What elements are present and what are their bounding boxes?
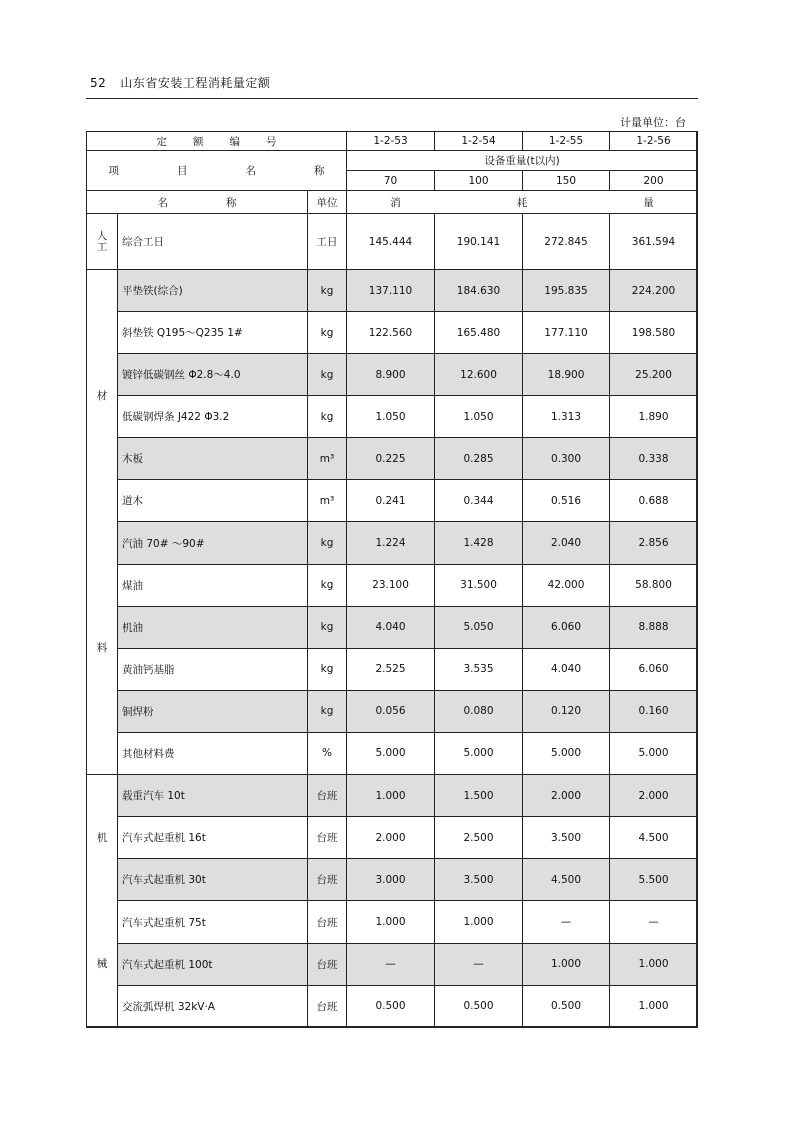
materials-item-value: 1.428 bbox=[435, 522, 523, 564]
machinery-item-value: — bbox=[610, 901, 698, 943]
machinery-item-name: 汽车式起重机 100t bbox=[118, 943, 308, 985]
category-materials: 材 料 bbox=[87, 270, 118, 775]
machinery-item-name: 汽车式起重机 30t bbox=[118, 859, 308, 901]
materials-item-unit: kg bbox=[308, 270, 347, 312]
materials-row bbox=[87, 648, 698, 690]
materials-item-value: 6.060 bbox=[610, 648, 698, 690]
materials-item-value: 5.000 bbox=[523, 732, 610, 774]
materials-item-unit: kg bbox=[308, 606, 347, 648]
labor-unit: 工日 bbox=[308, 214, 347, 270]
machinery-item-value: 3.000 bbox=[347, 859, 435, 901]
materials-item-value: 25.200 bbox=[610, 354, 698, 396]
row-group bbox=[87, 151, 698, 171]
materials-item-value: 0.338 bbox=[610, 438, 698, 480]
materials-item-value: 0.516 bbox=[523, 480, 610, 522]
col-unit-header: 单位 bbox=[308, 191, 347, 214]
row-quota-no bbox=[87, 132, 698, 151]
materials-item-value: 0.300 bbox=[523, 438, 610, 480]
machinery-row bbox=[87, 859, 698, 901]
machinery-item-value: 1.500 bbox=[435, 775, 523, 817]
materials-item-value: 5.050 bbox=[435, 606, 523, 648]
materials-item-name: 镀锌低碳钢丝 Φ2.8～4.0 bbox=[118, 354, 308, 396]
materials-item-value: 0.225 bbox=[347, 438, 435, 480]
materials-row bbox=[87, 438, 698, 480]
machinery-item-value: 1.000 bbox=[347, 775, 435, 817]
quota-code: 1-2-56 bbox=[610, 132, 698, 151]
materials-item-value: 184.630 bbox=[435, 270, 523, 312]
materials-item-value: 224.200 bbox=[610, 270, 698, 312]
materials-item-value: 1.313 bbox=[523, 396, 610, 438]
machinery-row bbox=[87, 775, 698, 817]
materials-item-name: 其他材料费 bbox=[118, 732, 308, 774]
materials-item-value: 0.344 bbox=[435, 480, 523, 522]
materials-item-value: 18.900 bbox=[523, 354, 610, 396]
materials-item-value: 0.160 bbox=[610, 690, 698, 732]
materials-item-unit: % bbox=[308, 732, 347, 774]
materials-item-value: 0.285 bbox=[435, 438, 523, 480]
machinery-row bbox=[87, 817, 698, 859]
machinery-item-unit: 台班 bbox=[308, 775, 347, 817]
machinery-item-value: 1.000 bbox=[610, 943, 698, 985]
materials-item-value: 1.050 bbox=[435, 396, 523, 438]
machinery-item-value: 0.500 bbox=[347, 985, 435, 1027]
materials-item-name: 平垫铁(综合) bbox=[118, 270, 308, 312]
materials-item-name: 斜垫铁 Q195～Q235 1# bbox=[118, 312, 308, 354]
machinery-item-value: 2.000 bbox=[610, 775, 698, 817]
materials-item-value: 0.120 bbox=[523, 690, 610, 732]
machinery-item-unit: 台班 bbox=[308, 859, 347, 901]
labor-value: 145.444 bbox=[347, 214, 435, 270]
unit-label: 计量单位：台 bbox=[620, 116, 686, 129]
materials-row bbox=[87, 312, 698, 354]
machinery-item-value: 4.500 bbox=[523, 859, 610, 901]
machinery-item-value: 2.500 bbox=[435, 817, 523, 859]
materials-item-unit: m³ bbox=[308, 480, 347, 522]
machinery-row bbox=[87, 943, 698, 985]
materials-item-value: 5.000 bbox=[435, 732, 523, 774]
materials-item-unit: kg bbox=[308, 312, 347, 354]
materials-row bbox=[87, 606, 698, 648]
category-labor: 人 工 bbox=[87, 214, 118, 270]
materials-item-value: 177.110 bbox=[523, 312, 610, 354]
header-rule bbox=[86, 98, 698, 99]
machinery-item-value: 1.000 bbox=[610, 985, 698, 1027]
materials-item-value: 0.241 bbox=[347, 480, 435, 522]
materials-item-name: 低碳钢焊条 J422 Φ3.2 bbox=[118, 396, 308, 438]
machinery-item-value: — bbox=[523, 901, 610, 943]
materials-item-value: 1.050 bbox=[347, 396, 435, 438]
materials-item-value: 5.000 bbox=[347, 732, 435, 774]
machinery-item-value: 3.500 bbox=[523, 817, 610, 859]
quota-code: 1-2-54 bbox=[435, 132, 523, 151]
materials-item-unit: kg bbox=[308, 522, 347, 564]
page-header bbox=[90, 74, 270, 91]
machinery-item-value: — bbox=[435, 943, 523, 985]
materials-item-value: 5.000 bbox=[610, 732, 698, 774]
machinery-item-unit: 台班 bbox=[308, 817, 347, 859]
materials-item-unit: kg bbox=[308, 564, 347, 606]
consumption-header: 消 耗 量 bbox=[347, 191, 698, 214]
machinery-item-name: 汽车式起重机 75t bbox=[118, 901, 308, 943]
materials-row bbox=[87, 270, 698, 312]
quota-code: 1-2-55 bbox=[523, 132, 610, 151]
machinery-item-value: 4.500 bbox=[610, 817, 698, 859]
materials-item-value: 1.890 bbox=[610, 396, 698, 438]
machinery-item-value: 0.500 bbox=[435, 985, 523, 1027]
page-number: 52 bbox=[90, 76, 107, 90]
materials-item-unit: kg bbox=[308, 690, 347, 732]
machinery-item-value: 1.000 bbox=[347, 901, 435, 943]
machinery-item-unit: 台班 bbox=[308, 943, 347, 985]
labor-name: 综合工日 bbox=[118, 214, 308, 270]
machinery-item-value: 5.500 bbox=[610, 859, 698, 901]
materials-item-unit: kg bbox=[308, 354, 347, 396]
materials-item-value: 198.580 bbox=[610, 312, 698, 354]
materials-item-value: 8.900 bbox=[347, 354, 435, 396]
labor-row bbox=[87, 214, 698, 270]
machinery-item-value: — bbox=[347, 943, 435, 985]
machinery-item-value: 3.500 bbox=[435, 859, 523, 901]
category-machinery: 机 械 bbox=[87, 775, 118, 1028]
item-name-label: 项 目 名 称 bbox=[87, 151, 347, 191]
materials-item-name: 木板 bbox=[118, 438, 308, 480]
materials-item-value: 4.040 bbox=[523, 648, 610, 690]
materials-item-value: 2.525 bbox=[347, 648, 435, 690]
machinery-item-name: 汽车式起重机 16t bbox=[118, 817, 308, 859]
materials-item-value: 2.856 bbox=[610, 522, 698, 564]
machinery-row bbox=[87, 985, 698, 1027]
weight-value: 100 bbox=[435, 171, 523, 191]
machinery-item-name: 交流弧焊机 32kV·A bbox=[118, 985, 308, 1027]
materials-item-unit: kg bbox=[308, 648, 347, 690]
materials-item-value: 122.560 bbox=[347, 312, 435, 354]
materials-item-value: 8.888 bbox=[610, 606, 698, 648]
quota-code: 1-2-53 bbox=[347, 132, 435, 151]
materials-row bbox=[87, 354, 698, 396]
labor-value: 361.594 bbox=[610, 214, 698, 270]
weight-value: 200 bbox=[610, 171, 698, 191]
materials-item-value: 6.060 bbox=[523, 606, 610, 648]
row-columns bbox=[87, 191, 698, 214]
book-title: 山东省安装工程消耗量定额 bbox=[120, 76, 271, 90]
materials-item-value: 0.056 bbox=[347, 690, 435, 732]
materials-row bbox=[87, 732, 698, 774]
materials-item-name: 铜焊粉 bbox=[118, 690, 308, 732]
materials-row bbox=[87, 522, 698, 564]
materials-row bbox=[87, 396, 698, 438]
materials-item-unit: kg bbox=[308, 396, 347, 438]
materials-item-value: 12.600 bbox=[435, 354, 523, 396]
materials-item-value: 2.040 bbox=[523, 522, 610, 564]
materials-item-value: 0.688 bbox=[610, 480, 698, 522]
materials-item-name: 汽油 70# ～90# bbox=[118, 522, 308, 564]
machinery-item-value: 2.000 bbox=[347, 817, 435, 859]
quota-table bbox=[86, 131, 698, 1028]
machinery-item-unit: 台班 bbox=[308, 901, 347, 943]
quota-no-label: 定 额 编 号 bbox=[87, 132, 347, 151]
weight-group-label: 设备重量(t以内) bbox=[347, 151, 698, 171]
col-name-header: 名 称 bbox=[87, 191, 308, 214]
machinery-item-value: 2.000 bbox=[523, 775, 610, 817]
materials-item-value: 23.100 bbox=[347, 564, 435, 606]
weight-value: 150 bbox=[523, 171, 610, 191]
materials-item-value: 137.110 bbox=[347, 270, 435, 312]
materials-item-name: 机油 bbox=[118, 606, 308, 648]
machinery-item-unit: 台班 bbox=[308, 985, 347, 1027]
materials-row bbox=[87, 690, 698, 732]
materials-item-value: 0.080 bbox=[435, 690, 523, 732]
materials-item-value: 3.535 bbox=[435, 648, 523, 690]
machinery-item-name: 载重汽车 10t bbox=[118, 775, 308, 817]
materials-item-name: 黄油钙基脂 bbox=[118, 648, 308, 690]
materials-item-value: 31.500 bbox=[435, 564, 523, 606]
labor-value: 272.845 bbox=[523, 214, 610, 270]
materials-item-value: 165.480 bbox=[435, 312, 523, 354]
materials-row bbox=[87, 480, 698, 522]
machinery-item-value: 0.500 bbox=[523, 985, 610, 1027]
labor-value: 190.141 bbox=[435, 214, 523, 270]
materials-item-value: 58.800 bbox=[610, 564, 698, 606]
machinery-item-value: 1.000 bbox=[435, 901, 523, 943]
materials-item-unit: m³ bbox=[308, 438, 347, 480]
weight-value: 70 bbox=[347, 171, 435, 191]
materials-item-value: 195.835 bbox=[523, 270, 610, 312]
materials-item-name: 道木 bbox=[118, 480, 308, 522]
machinery-item-value: 1.000 bbox=[523, 943, 610, 985]
materials-item-value: 42.000 bbox=[523, 564, 610, 606]
materials-row bbox=[87, 564, 698, 606]
materials-item-value: 4.040 bbox=[347, 606, 435, 648]
machinery-row bbox=[87, 901, 698, 943]
materials-item-value: 1.224 bbox=[347, 522, 435, 564]
materials-item-name: 煤油 bbox=[118, 564, 308, 606]
